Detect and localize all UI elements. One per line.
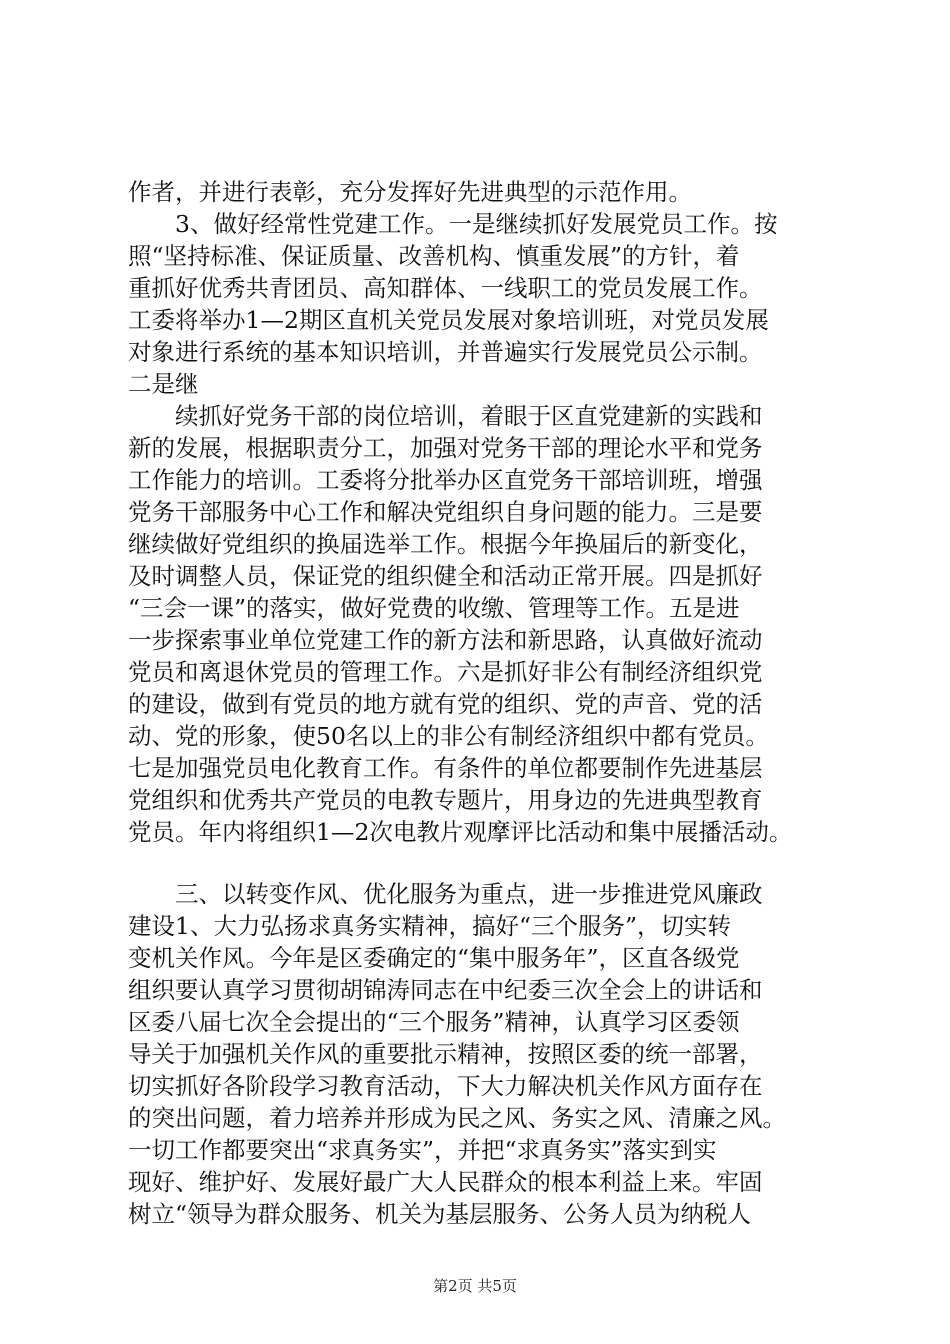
text-line: 二是继 bbox=[128, 370, 199, 398]
text-line: 的建设，做到有党员的地方就有党的组织、党的声音、党的活 bbox=[128, 690, 763, 718]
text-line: 党务干部服务中心工作和解决党组织自身问题的能力。三是要 bbox=[128, 498, 763, 526]
text-line: 3、做好经常性党建工作。一是继续抓好发展党员工作。按 bbox=[128, 210, 778, 238]
text-line: 续抓好党务干部的岗位培训，着眼于区直党建新的实践和 bbox=[128, 402, 763, 430]
text-line: 三、以转变作风、优化服务为重点，进一步推进党风廉政 bbox=[128, 880, 763, 908]
text-line: 切实抓好各阶段学习教育活动，下大力解决机关作风方面存在 bbox=[128, 1072, 763, 1100]
text-line: 新的发展，根据职责分工，加强对党务干部的理论水平和党务 bbox=[128, 434, 763, 462]
text-line: 党员和离退休党员的管理工作。六是抓好非公有制经济组织党 bbox=[128, 658, 763, 686]
text-line: 树立“领导为群众服务、机关为基层服务、公务人员为纳税人 bbox=[128, 1200, 752, 1228]
text-line: 区委八届七次全会提出的“三个服务”精神，认真学习区委领 bbox=[128, 1008, 740, 1036]
text-line: 组织要认真学习贯彻胡锦涛同志在中纪委三次全会上的讲话和 bbox=[128, 976, 763, 1004]
text-line: 重抓好优秀共青团员、高知群体、一线职工的党员发展工作。 bbox=[128, 274, 763, 302]
text-line: 工委将举办1—2期区直机关党员发展对象培训班，对党员发展 bbox=[128, 306, 769, 334]
text-line: 党员。年内将组织1—2次电教片观摩评比活动和集中展播活动。 bbox=[128, 818, 793, 846]
text-line: 动、党的形象，使50名以上的非公有制经济组织中都有党员。 bbox=[128, 722, 769, 750]
text-line: “三会一课”的落实，做好党费的收缴、管理等工作。五是进 bbox=[128, 594, 740, 622]
text-line: 作者，并进行表彰，充分发挥好先进典型的示范作用。 bbox=[128, 178, 692, 206]
text-line: 党组织和优秀共产党员的电教专题片，用身边的先进典型教育 bbox=[128, 786, 763, 814]
text-line: 七是加强党员电化教育工作。有条件的单位都要制作先进基层 bbox=[128, 754, 763, 782]
text-line: 建设1、大力弘扬求真务实精神，搞好“三个服务”，切实转 bbox=[128, 912, 731, 940]
text-line: 一步探索事业单位党建工作的新方法和新思路，认真做好流动 bbox=[128, 626, 763, 654]
text-line: 一切工作都要突出“求真务实”，并把“求真务实”落实到实 bbox=[128, 1136, 717, 1164]
text-line: 照“坚持标准、保证质量、改善机构、慎重发展”的方针，着 bbox=[128, 242, 740, 270]
text-line: 及时调整人员，保证党的组织健全和活动正常开展。四是抓好 bbox=[128, 562, 763, 590]
text-line: 对象进行系统的基本知识培训，并普遍实行发展党员公示制。 bbox=[128, 338, 763, 366]
text-line: 导关于加强机关作风的重要批示精神，按照区委的统一部署， bbox=[128, 1040, 763, 1068]
text-line: 现好、维护好、发展好最广大人民群众的根本利益上来。牢固 bbox=[128, 1168, 763, 1196]
text-line: 继续做好党组织的换届选举工作。根据今年换届后的新变化， bbox=[128, 530, 763, 558]
text-line: 变机关作风。今年是区委确定的“集中服务年”，区直各级党 bbox=[128, 944, 740, 972]
text-line: 的突出问题，着力培养并形成为民之风、务实之风、清廉之风。 bbox=[128, 1104, 786, 1132]
page-number: 第2页 共5页 bbox=[433, 1277, 517, 1295]
text-line: 工作能力的培训。工委将分批举办区直党务干部培训班，增强 bbox=[128, 466, 763, 494]
